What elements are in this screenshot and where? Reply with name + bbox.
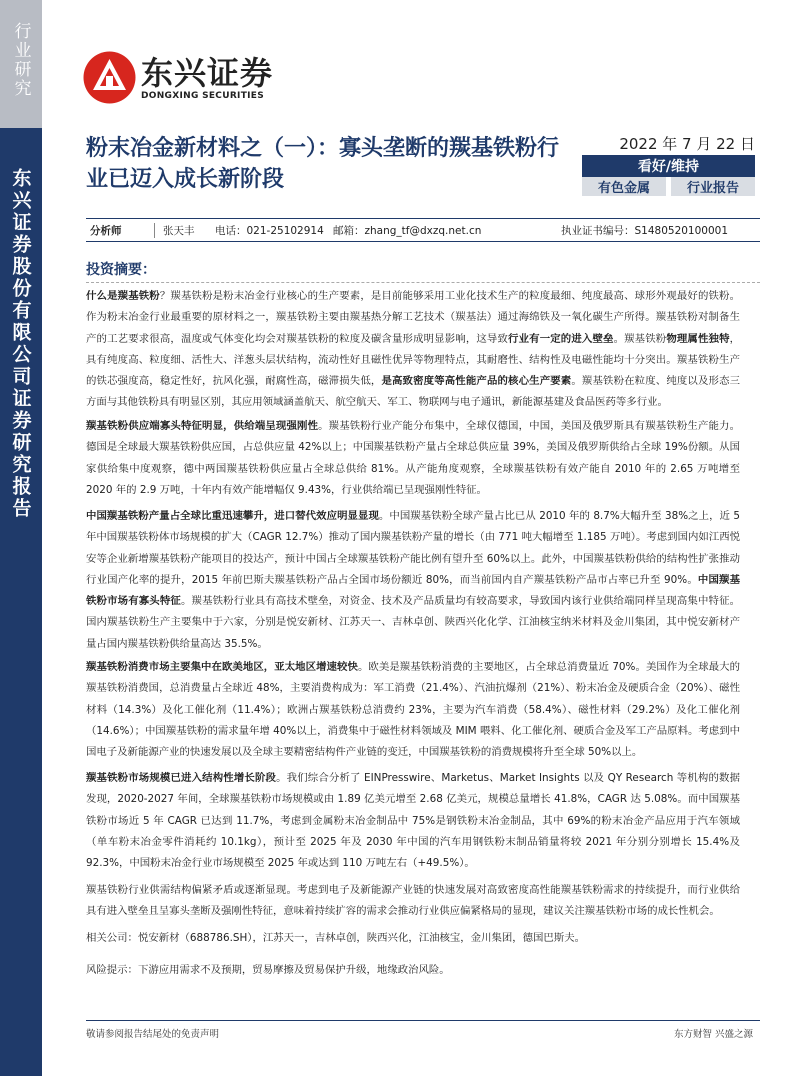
- p1-bold-4: 是高致密度等高性能产品的核心生产要素: [381, 375, 572, 388]
- sidebar-category-label: 行业研究: [10, 22, 31, 98]
- summary-divider: [86, 282, 760, 283]
- paragraph-china-output: [86, 506, 740, 655]
- analyst-name: 张天丰: [163, 224, 195, 237]
- analyst-label: 分析师: [86, 223, 155, 238]
- analyst-license: 执业证书编号：S1480520100001: [561, 224, 729, 237]
- paragraph-consumption: [86, 657, 740, 763]
- related-companies: 相关公司：悦安新材（688786.SH），江苏天一，吉林卓创，陕西兴化，江油核宝，金川集团，德国巴斯夫。: [86, 932, 585, 944]
- paragraph-conclusion: 羰基铁粉行业供需结构偏紧矛盾或逐渐显现。考虑到电子及新能源产业链的快速发展对高致密度高性能羰基铁粉需求的持续提升，而行业供给具有进入壁垒且呈寡头垄断及强刚性特征，意味着持续扩容的需求会推动行业供应偏紧格局的显现，建议关注羰基铁粉市场的成长性机会。: [86, 884, 740, 918]
- p1-text-a: ？羰基铁粉是粉末冶金行业核心的生产要素，是目前能够采用工业化技术生产的粒度最细、纯度最高、球形外观最好的铁粉。作为粉末冶金行业最重要的原材料之一，羰基铁粉主要由羰基热分解工艺技术（羰基法）通过海绵铁及一氧化碳生产所得。羰基铁粉对制备生产的工艺要求很高，温度或气体变化均会对羰基铁粉的粒度及碳含量形成明显影响，这导致: [86, 290, 740, 345]
- p5-text: 。我们综合分析了 EINPresswire、Marketus、Market Insights 以及 QY Research 等机构的数据发现，2020-2027 年间，全球羰基铁粉市场规模或由 1.89 亿美元增至 2.68 亿美元，规模总量增长 41.8%，CAGR 达 5.08%。而中国羰基铁粉市场近 5 年 CAGR 已达到 11.7%，考虑到金属粉末冶金制品中 75%是钢铁粉末冶金制品，其中 69%的粉末冶金产品应用于汽车领域（单车粉末冶金零件消耗约 10.1kg），预计至 2025 年及 2030 年中国的汽车用钢铁粉末制品销量将较 2021 年分别分别增长 15.4%及 92.3%，中国粉末冶金行业市场规模至 2025 年或达到 110 万吨左右（+49.5%）。: [86, 772, 741, 870]
- sidebar-company-label: 东兴证券股份有限公司证券研究报告: [9, 168, 32, 520]
- analyst-phone: 电话：021-25102914: [215, 224, 324, 237]
- logo-mark-icon: [82, 50, 137, 105]
- report-date: 2022 年 7 月 22 日: [619, 135, 755, 153]
- sector-tag: 有色金属: [582, 177, 666, 196]
- analyst-email: 邮箱：zhang_tf@dxzq.net.cn: [333, 224, 482, 237]
- footer-slogan: 东方财智 兴盛之源: [673, 1029, 753, 1040]
- p1-text-c: ，具有纯度高、粒度细、活性大、洋葱头层状结构，流动性好且磁性优异等物理特点，其耐磨性、结构性及电磁性能均十分突出。羰基铁粉生产的铁芯强度高，稳定性好，抗风化强，耐腐性高，磁滞损失低，: [86, 332, 741, 388]
- summary-heading: 投资摘要：: [86, 262, 156, 278]
- rating-badge: 看好/维持: [582, 155, 755, 177]
- p1-bold-3: 物理属性独特: [666, 332, 730, 345]
- p3-bold-1: 中国羰基铁粉产量占全球比重迅速攀升，进口替代效应明显显现: [86, 510, 379, 522]
- report-type-tag: 行业报告: [671, 177, 755, 196]
- p1-text-b: 。羰基铁粉: [613, 332, 667, 345]
- p2-bold: 羰基铁粉供应端寡头特征明显，供给端呈现强刚性: [86, 420, 319, 432]
- paragraph-what-is: [86, 286, 740, 414]
- analyst-bar: [86, 218, 760, 242]
- brand-name-en: DONGXING SECURITIES: [141, 90, 265, 101]
- p3-text-b: 。羰基铁粉行业具有高技术壁垒，对资金、技术及产品质量均有较高要求，导致国内该行业供给端同样呈现高集中特征。国内羰基铁粉生产主要集中于六家，分别是悦安新材、江苏天一、吉林卓创、陕西兴化化学、江油核宝纳米材料及金川集团，其中悦安新材产量占国内羰基铁粉供给量高达 35.5%。: [86, 595, 741, 650]
- company-logo: [82, 50, 273, 105]
- p3-bold-2: 中国羰基铁粉市场有寡头特征: [86, 573, 741, 608]
- paragraph-supply: [86, 416, 740, 501]
- footer-divider: [86, 1020, 760, 1021]
- p2-text: 。羰基铁粉行业产能分布集中，全球仅德国，中国，美国及俄罗斯具有羰基铁粉生产能力。德国是全球最大羰基铁粉供应国，占总供应量 42%以上；中国羰基铁粉产量占全球总供应量 39%，美国及俄罗斯供给占全球 19%份额。从国家供给集中度观察，德中两国羰基铁粉供应量占全球总供给 81%。从产能角度观察，全球羰基铁粉有效产能自 2010 年的 2.65 万吨增至 2020 年的 2.9 万吨，十年内有效产能增幅仅 9.43%，行业供给端已呈现强刚性特征。: [86, 420, 740, 496]
- brand-name-cn: 东兴证券: [141, 53, 274, 92]
- p1-bold-2: 行业有一定的进入壁垒: [508, 332, 614, 345]
- paragraph-market-size: [86, 768, 740, 874]
- p1-bold-1: 什么是羰基铁粉: [86, 290, 160, 302]
- p4-bold: 羰基铁粉消费市场主要集中在欧美地区，亚太地区增速较快: [86, 661, 358, 673]
- p3-text-a: 。中国羰基铁粉全球产量占比已从 2010 年的 8.7%大幅升至 38%之上，近 5 年中国羰基铁粉体市场规模的扩大（CAGR 12.7%）推动了国内羰基铁粉产量的增长（由 771 吨大幅增至 1.185 万吨）。考虑到国内如江西悦安等企业新增羰基铁粉产能项目的投达产，预计中国占全球羰基铁粉产能比例有望升至 60%以上。此外，中国羰基铁粉供给的结构性扩张推动行业国产化率的提升，2015 年前巴斯夫羰基铁粉产品占全国市场份额近 80%，而当前国内自产羰基铁粉产品市占率已升至 90%。: [86, 510, 741, 586]
- p4-text: 。欧美是羰基铁粉消费的主要地区，占全球总消费量近 70%。美国作为全球最大的羰基铁粉消费国，总消费量占全球近 48%，主要消费构成为：军工消费（21.4%）、汽油抗爆剂（21%）、粉末冶金及硬质合金（20%）、磁性材料（14.3%）及化工催化剂（11.4%）；欧洲占羰基铁粉总消费约 23%，主要为汽车消费（58.4%）、磁性材料（29.2%）及化工催化剂（14.6%）；中国羰基铁粉的需求量年增 40%以上，消费集中于磁性材料领域及 MIM 喂料、化工催化剂、硬质合金及军工产品原料。考虑到中国电子及新能源产业的快速发展以及全球主要精密结构件产业链的变迁，中国羰基铁粉的消费规模将升至全球 50%以上。: [86, 661, 740, 759]
- footer-disclaimer: 敬请参阅报告结尾处的免责声明: [86, 1029, 220, 1040]
- p1-text-d: 。羰基铁粉在粒度、纯度以及形态三方面与其他铁粉具有明显区别，其应用领域涵盖航天、航空航天、军工、物联网与电子通讯，新能源基建及食品医药等多行业。: [86, 375, 741, 409]
- report-title: 粉末冶金新材料之（一）：寡头垄断的羰基铁粉行业已迈入成长新阶段: [86, 136, 560, 192]
- risk-warning: 风险提示：下游应用需求不及预期，贸易摩擦及贸易保护升级，地缘政治风险。: [86, 964, 450, 976]
- p5-bold: 羰基铁粉市场规模已进入结构性增长阶段: [86, 772, 277, 784]
